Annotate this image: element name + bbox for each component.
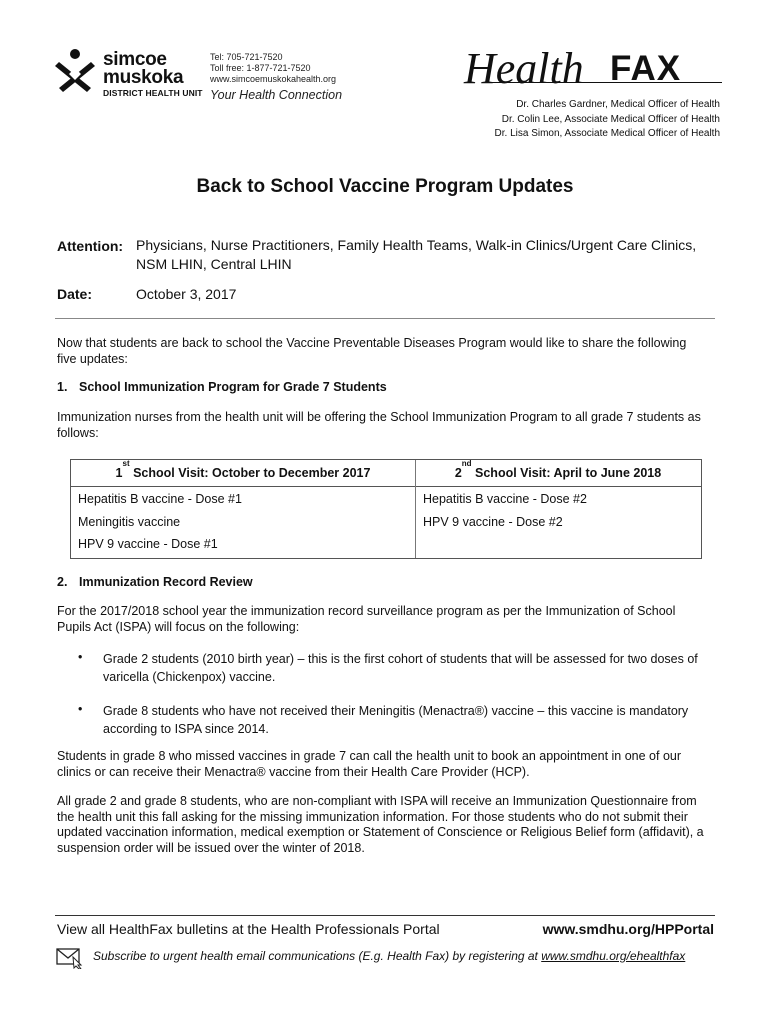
table-divider: [415, 460, 416, 558]
footer-divider: [55, 915, 715, 916]
subscribe-text: [93, 949, 685, 963]
col2-sup: nd: [461, 459, 472, 468]
date-value: October 3, 2017: [136, 286, 237, 302]
brand-script: Health: [464, 44, 584, 93]
bullet-item: Grade 2 students (2010 birth year) – this is the first cohort of students that will be assessed for two doses of varicella (Chickenpox) vaccine.: [103, 652, 698, 684]
portal-link[interactable]: www.smdhu.org/HPPortal: [542, 921, 714, 937]
section2-para3: All grade 2 and grade 8 students, who are non-compliant with ISPA will receive an Immunization Questionnaire from the health unit this fall asking for the missing immunization information. For those students who do not submit their updated vaccination information, medical exemption or Statement of Conscience or Religious Belief form (affidavit), a suspension order will be issued over the winter of 2018.: [57, 794, 704, 855]
table-cell: Meningitis vaccine: [78, 515, 181, 529]
org-emblem-icon: [55, 48, 95, 98]
officers-list: [495, 98, 720, 142]
divider: [55, 318, 715, 319]
col1-sup: st: [122, 459, 130, 468]
table-cell: HPV 9 vaccine - Dose #2: [423, 515, 563, 529]
section2-body: For the 2017/2018 school year the immunization record surveillance program as per the Immunization of School Pupils Act (ISPA) will focus on the following:: [57, 604, 676, 634]
healthfax-logo: [460, 45, 725, 95]
table-cell: Hepatitis B vaccine - Dose #2: [423, 492, 587, 506]
brand-underline: [482, 82, 722, 83]
col1-rest: School Visit: October to December 2017: [129, 466, 371, 480]
section2-number: 2.: [57, 575, 68, 589]
intro-paragraph: Now that students are back to school the Vaccine Preventable Diseases Program would like to share the following five updates:: [57, 336, 687, 366]
col2-rest: School Visit: April to June 2018: [471, 466, 662, 480]
brand-bold: FAX: [610, 49, 682, 88]
officer-2: Dr. Colin Lee, Associate Medical Officer of Health: [501, 113, 720, 125]
toll-free: Toll free: 1-877-721-7520: [210, 63, 311, 73]
table-cell: Hepatitis B vaccine - Dose #1: [78, 492, 242, 506]
section2-para2: Students in grade 8 who missed vaccines in grade 7 can call the health unit to book an appointment in one of our clinics or can receive their Menactra® vaccine from their Health Care Provider (HCP).: [57, 749, 682, 779]
table-header-col2: [415, 460, 701, 487]
officer-1: Dr. Charles Gardner, Medical Officer of Health: [516, 99, 720, 110]
section1-heading: School Immunization Program for Grade 7 Students: [79, 380, 387, 394]
date-label: Date:: [57, 286, 93, 302]
website: www.simcoemuskokahealth.org: [210, 74, 337, 84]
section1-body: Immunization nurses from the health unit will be offering the School Immunization Program to all grade 7 students as follows:: [57, 410, 701, 440]
subscribe-link[interactable]: www.smdhu.org/ehealthfax: [541, 949, 686, 963]
bullet-item: Grade 8 students who have not received their Meningitis (Menactra®) vaccine – this vaccine is mandatory according to ISPA since 2014.: [103, 704, 689, 736]
bullet-icon: •: [78, 650, 83, 664]
org-name-line2: muskoka: [103, 67, 184, 88]
vaccine-schedule-table: [70, 459, 702, 559]
col2-num: 2: [454, 466, 462, 480]
contact-block: [210, 52, 342, 103]
table-header-col1: [71, 460, 415, 487]
email-icon: [55, 943, 85, 969]
tel: Tel: 705-721-7520: [210, 52, 283, 62]
org-name-line1: simcoe: [103, 49, 167, 70]
subscribe-prefix: Subscribe to urgent health email communications (E.g. Health Fax) by registering at: [93, 949, 542, 963]
org-subtitle: DISTRICT HEALTH UNIT: [103, 88, 203, 98]
table-cell: HPV 9 vaccine - Dose #1: [78, 537, 218, 551]
bullet-icon: •: [78, 702, 83, 716]
page-title: Back to School Vaccine Program Updates: [196, 176, 574, 197]
officer-3: Dr. Lisa Simon, Associate Medical Officer of Health: [494, 128, 720, 139]
tagline: Your Health Connection: [210, 88, 343, 102]
section1-number: 1.: [57, 380, 68, 394]
section2-heading: Immunization Record Review: [79, 575, 253, 589]
footer-portal-text: View all HealthFax bulletins at the Health Professionals Portal: [57, 921, 440, 937]
attention-line2: NSM LHIN, Central LHIN: [136, 256, 292, 272]
col1-num: 1: [115, 466, 123, 480]
attention-line1: Physicians, Nurse Practitioners, Family Health Teams, Walk-in Clinics/Urgent Care Clinics,: [136, 237, 697, 253]
attention-label: Attention:: [57, 238, 124, 254]
simcoe-muskoka-logo: [55, 46, 205, 106]
